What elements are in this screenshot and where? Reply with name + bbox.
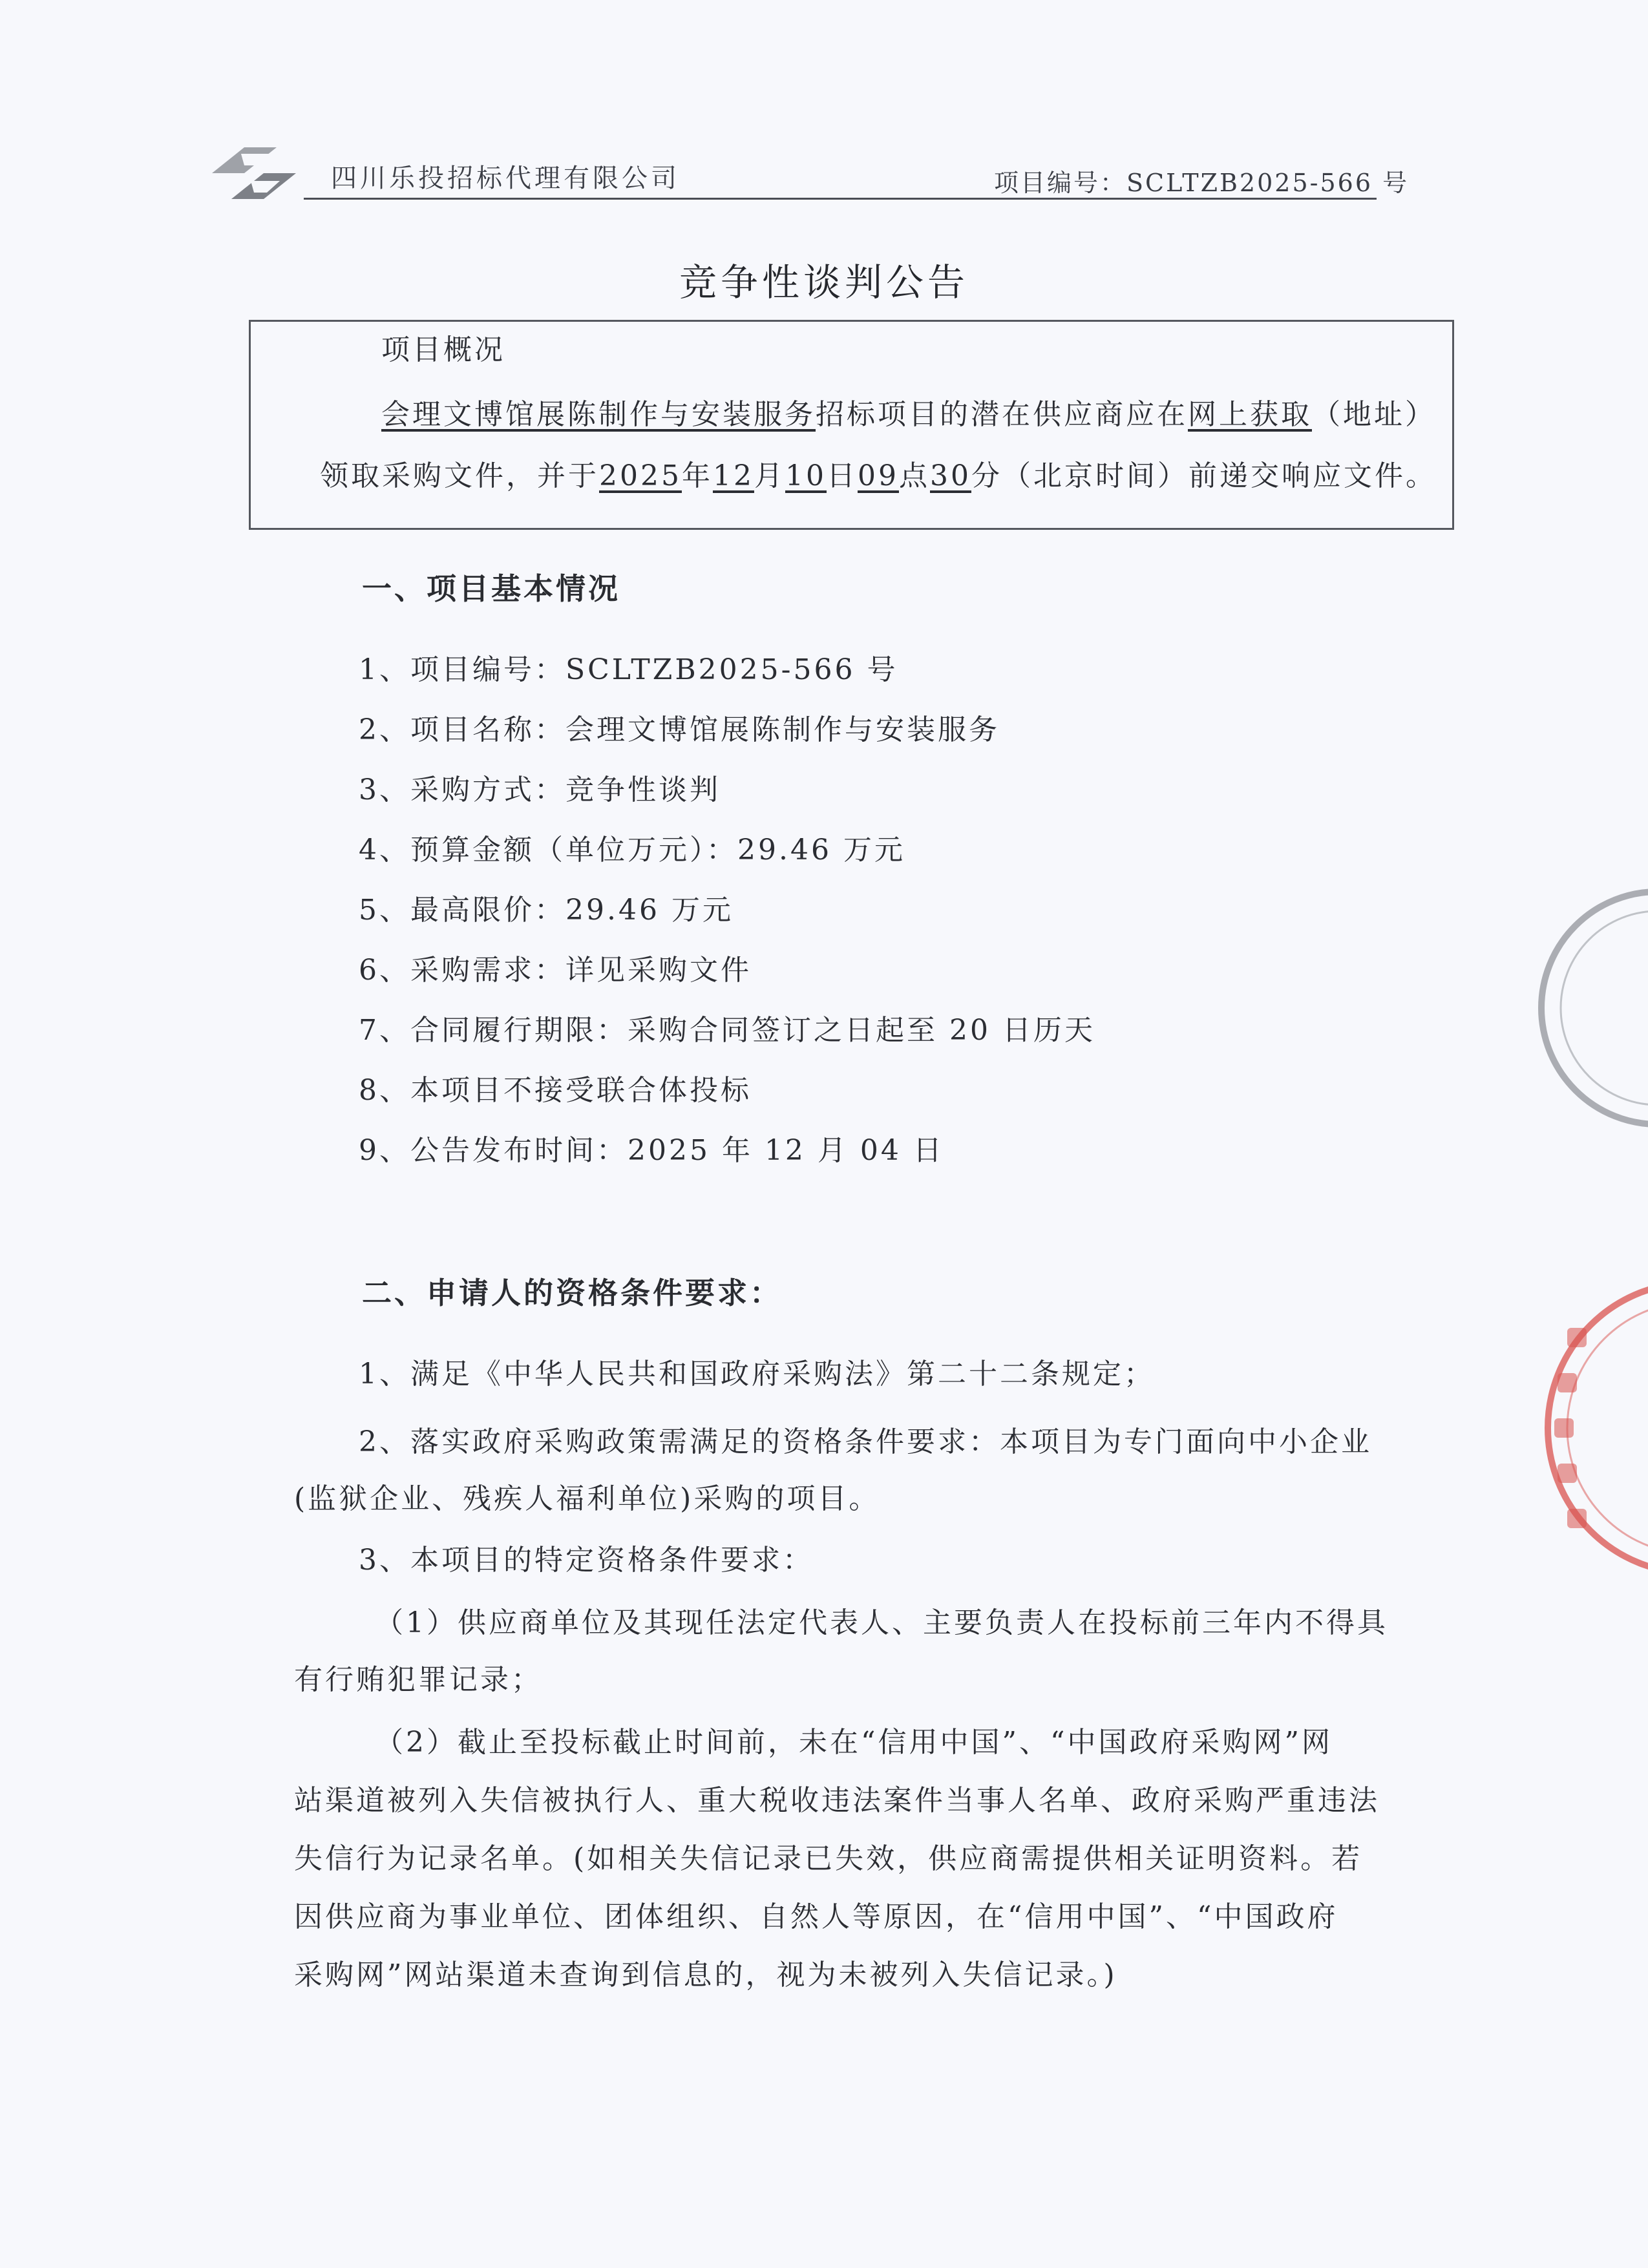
section-2-paragraph: 因供应商为事业单位、团体组织、自然人等原因，在“信用中国”、“中国政府 xyxy=(294,1900,1338,1933)
section-2-paragraph: 有行贿犯罪记录； xyxy=(294,1663,542,1696)
document-title: 竞争性谈判公告 xyxy=(679,260,969,304)
company-logo-icon xyxy=(206,134,302,212)
section-1-item: 7、合同履行期限：采购合同签订之日起至 20 日历天 xyxy=(359,1014,1095,1047)
deadline-year: 2025 xyxy=(599,459,682,492)
overview-text: 点 xyxy=(898,459,930,492)
project-name-underlined: 会理文博馆展陈制作与安装服务 xyxy=(381,398,816,431)
section-2-paragraph: 3、本项目的特定资格条件要求： xyxy=(359,1544,814,1577)
section-1-item: 8、本项目不接受联合体投标 xyxy=(359,1074,752,1107)
section-1-item: 5、最高限价：29.46 万元 xyxy=(359,894,734,927)
section-2-paragraph: 2、落实政府采购政策需满足的资格条件要求：本项目为专门面向中小企业 xyxy=(359,1425,1372,1458)
deadline-day: 10 xyxy=(785,459,827,492)
section-2-title: 二、申请人的资格条件要求： xyxy=(362,1276,782,1310)
overview-line-1 xyxy=(381,391,1436,432)
section-1-item: 1、项目编号：SCLTZB2025-566 号 xyxy=(359,653,898,686)
overview-line-2 xyxy=(320,452,1437,494)
deadline-hour: 09 xyxy=(857,459,899,492)
overview-text: （地址） xyxy=(1312,398,1436,431)
overview-text: 分 xyxy=(971,459,1002,492)
overview-text: 年 xyxy=(681,459,713,492)
company-name: 四川乐投招标代理有限公司 xyxy=(331,163,680,193)
overview-heading: 项目概况 xyxy=(381,333,505,366)
acquire-place-underlined: 网上获取 xyxy=(1188,398,1312,431)
header-project-number: 项目编号：SCLTZB2025-566 号 xyxy=(994,169,1410,197)
section-1-item: 4、预算金额（单位万元）：29.46 万元 xyxy=(359,834,905,866)
section-2-paragraph: 站渠道被列入失信被执行人、重大税收违法案件当事人名单、政府采购严重违法 xyxy=(294,1784,1380,1817)
header-divider xyxy=(304,198,1377,200)
section-1-item: 2、项目名称：会理文博馆展陈制作与安装服务 xyxy=(359,713,1000,746)
overview-text: （北京时间）前递交响应文件。 xyxy=(1002,459,1437,492)
section-2-paragraph: (监狱企业、残疾人福利单位)采购的项目。 xyxy=(294,1482,880,1515)
section-1-title: 一、项目基本情况 xyxy=(362,571,620,606)
overview-text: 日 xyxy=(826,459,858,492)
section-1-item: 6、采购需求：详见采购文件 xyxy=(359,954,752,987)
overview-text: 月 xyxy=(754,459,785,492)
section-2-paragraph: （2）截止至投标截止时间前，未在“信用中国”、“中国政府采购网”网 xyxy=(375,1726,1333,1759)
section-1-item: 9、公告发布时间：2025 年 12 月 04 日 xyxy=(359,1134,944,1167)
overview-text: 领取采购文件，并于 xyxy=(320,459,599,492)
overview-text: 招标项目的潜在供应商应在 xyxy=(816,398,1188,431)
red-seal-stamp-icon xyxy=(1541,1276,1648,1580)
deadline-month: 12 xyxy=(712,459,754,492)
gray-seal-stamp-icon xyxy=(1528,879,1648,1137)
section-1-item: 3、采购方式：竞争性谈判 xyxy=(359,773,721,806)
deadline-minute: 30 xyxy=(929,459,971,492)
section-2-paragraph: （1）供应商单位及其现任法定代表人、主要负责人在投标前三年内不得具 xyxy=(375,1606,1388,1639)
section-2-paragraph: 采购网”网站渠道未查询到信息的，视为未被列入失信记录。) xyxy=(294,1958,1117,1991)
section-2-paragraph: 失信行为记录名单。(如相关失信记录已失效，供应商需提供相关证明资料。若 xyxy=(294,1842,1363,1875)
section-2-paragraph: 1、满足《中华人民共和国政府采购法》第二十二条规定； xyxy=(359,1358,1155,1391)
